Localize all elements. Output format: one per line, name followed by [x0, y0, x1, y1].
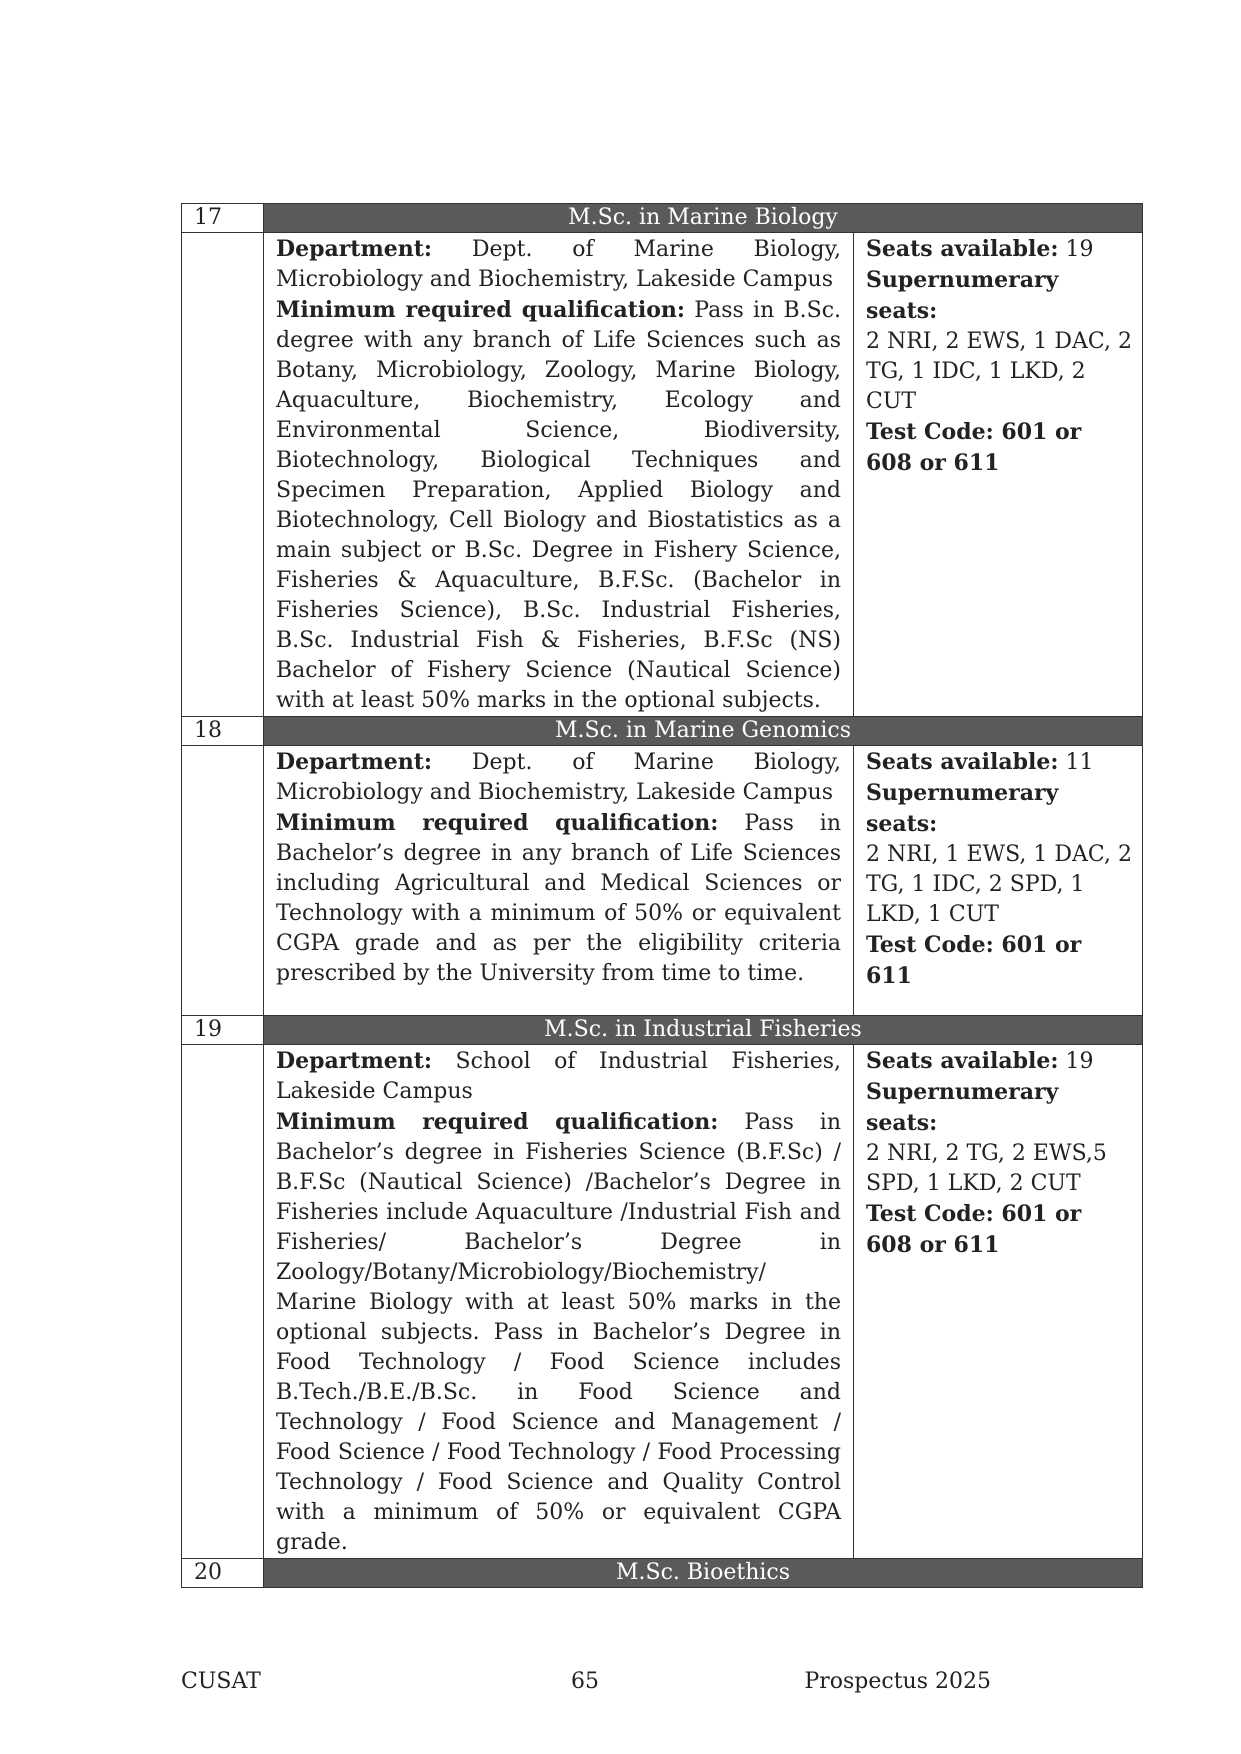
qualification-text: Pass in B.Sc. degree with any branch of Life Sciences such as Botany, Microbiology, Zoology, Marine Biology, Aquaculture, Biochemistry, Ecology and Environmental Science, Biodiversity, Biotechnology, Biological Techniques and Specimen Preparation, Applied Biology and Biotechnology, Cell Biology and Biostatistics as a main subject or B.Sc. Degree in Fishery Science, Fisheries & Aquaculture, B.F.Sc. (Bachelor in Fisheries Science), B.Sc. Industrial Fisheries, B.Sc. Industrial Fish & Fisheries, B.F.Sc (NS) Bachelor of Fishery Science (Nautical Science) with at least 50% marks in the optional subjects. — [276, 298, 842, 713]
program-number: 17 — [182, 204, 264, 233]
department-label: Department: — [276, 749, 433, 775]
page-number: 65 — [571, 1669, 599, 1694]
footer-publication: Prospectus 2025 — [804, 1669, 991, 1694]
supernumerary-value: 2 NRI, 2 TG, 2 EWS,5 SPD, 1 LKD, 2 CUT — [866, 1141, 1107, 1196]
qualification-label: Minimum required qualification: — [276, 297, 686, 323]
program-detail-row — [182, 746, 1143, 1016]
program-detail-row — [182, 1045, 1143, 1559]
qualification-label: Minimum required qualification: — [276, 1109, 719, 1135]
department-text: Dept. of Marine Biology, Microbiology and Biochemistry, Lakeside Campus — [276, 237, 841, 292]
test-code: Test Code: 601 or 611 — [866, 932, 1082, 989]
department-text: School of Industrial Fisheries, Lakeside Campus — [276, 1049, 841, 1104]
department-label: Department: — [276, 1048, 433, 1074]
qualification-text: Pass in Bachelor’s degree in any branch of Life Sciences including Agricultural and Medical Sciences or Technology with a minimum of 50% or equivalent CGPA grade and as per the eligibility criteria prescribed by the University from time to time. — [276, 811, 841, 986]
department-text: Dept. of Marine Biology, Microbiology and Biochemistry, Lakeside Campus — [276, 750, 841, 805]
program-title: M.Sc. Bioethics — [264, 1559, 1143, 1588]
seats-value: 19 — [1065, 1049, 1094, 1074]
seats-value: 11 — [1065, 750, 1094, 775]
program-number: 20 — [182, 1559, 264, 1588]
supernumerary-label: Supernumerary seats: — [866, 780, 1059, 837]
program-description — [264, 746, 854, 1016]
program-title: M.Sc. in Marine Genomics — [264, 717, 1143, 746]
seats-label: Seats available: — [866, 749, 1059, 775]
supernumerary-label: Supernumerary seats: — [866, 1079, 1059, 1136]
program-header-row — [182, 204, 1143, 233]
qualification-label: Minimum required qualification: — [276, 810, 719, 836]
program-description — [264, 1045, 854, 1559]
department-label: Department: — [276, 236, 433, 262]
program-detail-row — [182, 233, 1143, 717]
qualification-text: Pass in Bachelor’s degree in Fisheries Science (B.F.Sc) / B.F.Sc (Nautical Science) /Bachelor’s Degree in Fisheries include Aquaculture /Industrial Fish and Fisheries/ Bachelor’s Degree in Zoology/Botany/Microbiology/Biochemistry/ Marine Biology with at least 50% marks in the optional subjects. Pass in Bachelor’s Degree in Food Technology / Food Science includes B.Tech./B.E./B.Sc. in Food Science and Technology / Food Science and Management / Food Science / Food Technology / Food Processing Technology / Food Science and Quality Control with a minimum of 50% or equivalent CGPA grade. — [276, 1110, 841, 1555]
supernumerary-value: 2 NRI, 1 EWS, 1 DAC, 2 TG, 1 IDC, 2 SPD, 1 LKD, 1 CUT — [866, 842, 1132, 927]
program-number-spacer — [182, 1045, 264, 1559]
program-header-row — [182, 1016, 1143, 1045]
seats-value: 19 — [1065, 237, 1094, 262]
test-code: Test Code: 601 or 608 or 611 — [866, 1201, 1082, 1258]
seats-label: Seats available: — [866, 236, 1059, 262]
supernumerary-value: 2 NRI, 2 EWS, 1 DAC, 2 TG, 1 IDC, 1 LKD, 2 CUT — [866, 329, 1132, 414]
program-seat-info — [854, 1045, 1143, 1559]
program-seat-info — [854, 233, 1143, 717]
seats-label: Seats available: — [866, 1048, 1059, 1074]
programs-table — [181, 203, 1143, 1588]
program-header-row — [182, 717, 1143, 746]
program-number-spacer — [182, 233, 264, 717]
supernumerary-label: Supernumerary seats: — [866, 267, 1059, 324]
test-code: Test Code: 601 or 608 or 611 — [866, 419, 1082, 476]
program-header-row — [182, 1559, 1143, 1588]
program-number: 18 — [182, 717, 264, 746]
footer-institution: CUSAT — [181, 1669, 261, 1694]
page-footer — [181, 1666, 991, 1698]
program-number-spacer — [182, 746, 264, 1016]
program-description — [264, 233, 854, 717]
program-title: M.Sc. in Industrial Fisheries — [264, 1016, 1143, 1045]
program-seat-info — [854, 746, 1143, 1016]
program-number: 19 — [182, 1016, 264, 1045]
program-title: M.Sc. in Marine Biology — [264, 204, 1143, 233]
